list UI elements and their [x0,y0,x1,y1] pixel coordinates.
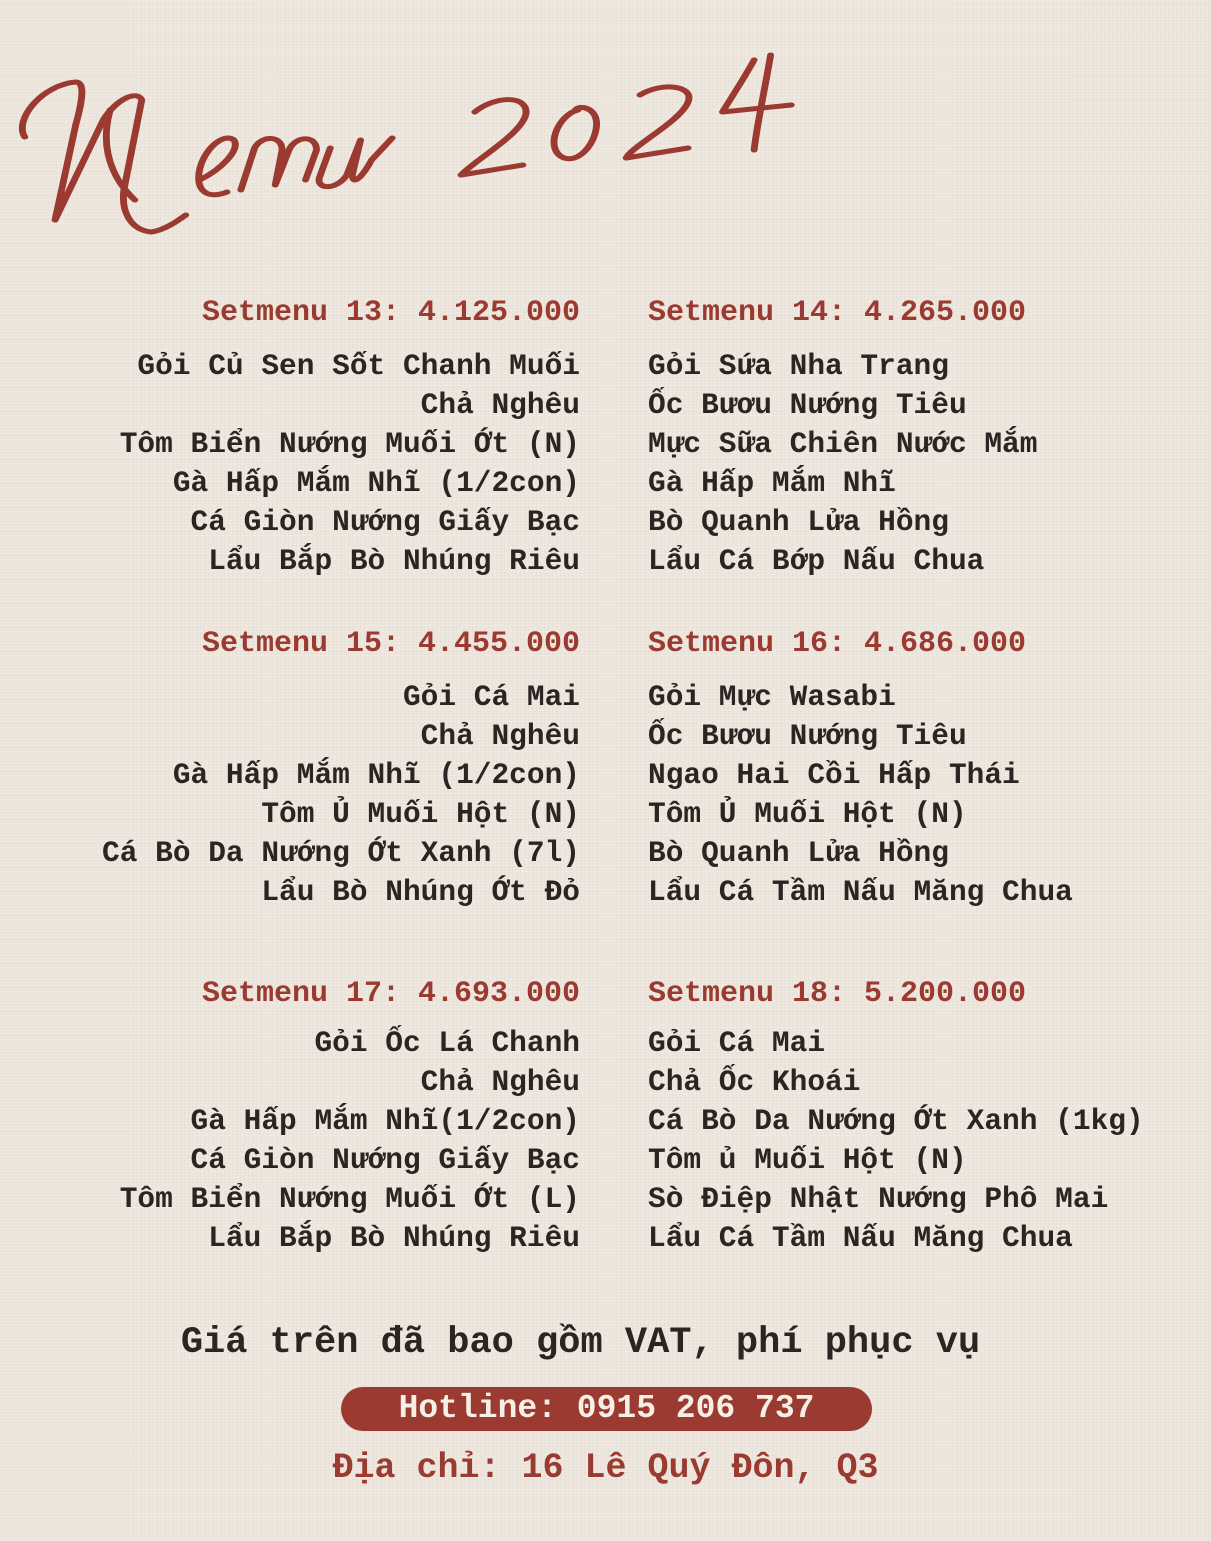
dish-item: Chả Nghêu [420,719,580,753]
address-text: Địa chỉ: 16 Lê Quý Đôn, Q3 [332,1448,879,1488]
dish-item: Ngao Hai Cồi Hấp Thái [648,758,1020,792]
dish-item: Cá Bò Da Nướng Ớt Xanh (7l) [102,836,580,870]
dish-item: Gà Hấp Mắm Nhĩ (1/2con) [172,758,580,792]
dish-item: Cá Giòn Nướng Giấy Bạc [190,1143,580,1177]
setmenu-header: Setmenu 18: 5.200.000 [648,977,1027,1011]
dish-item: Chả Ốc Khoái [648,1065,861,1099]
dish-item: Lẩu Cá Tầm Nấu Măng Chua [648,1221,1073,1255]
setmenu-header: Setmenu 15: 4.455.000 [201,627,580,661]
dish-item: Tôm Ủ Muối Hột (N) [648,797,967,831]
setmenu-15 [20,627,580,912]
dish-item: Gỏi Cá Mai [648,1026,826,1060]
dish-item: Ốc Bươu Nướng Tiêu [648,719,967,753]
dish-item: Lẩu Bò Nhúng Ớt Đỏ [261,875,580,909]
setmenu-14 [648,296,1208,581]
setmenu-header: Setmenu 14: 4.265.000 [648,296,1027,330]
dish-item: Tôm Biển Nướng Muối Ớt (L) [119,1182,580,1216]
dish-item: Tôm ủ Muối Hột (N) [648,1143,967,1177]
dish-item: Gỏi Ốc Lá Chanh [314,1026,580,1060]
dish-item: Lẩu Cá Bớp Nấu Chua [648,544,985,578]
dish-item: Gỏi Củ Sen Sốt Chanh Muối [137,349,580,383]
dish-item: Cá Giòn Nướng Giấy Bạc [190,505,580,539]
dish-item: Bò Quanh Lửa Hồng [648,836,949,870]
menu-title [0,40,1211,260]
dish-item: Chả Nghêu [420,388,580,422]
dish-item: Lẩu Cá Tầm Nấu Măng Chua [648,875,1073,909]
setmenu-17 [20,977,580,1258]
price-note: Giá trên đã bao gồm VAT, phí phục vụ [180,1322,981,1364]
dish-item: Tôm Ủ Muối Hột (N) [261,797,580,831]
dish-item: Gỏi Cá Mai [402,680,580,714]
dish-item: Chả Nghêu [420,1065,580,1099]
dish-item: Cá Bò Da Nướng Ớt Xanh (1kg) [648,1104,1144,1138]
dish-item: Ốc Bươu Nướng Tiêu [648,388,967,422]
dish-item: Gà Hấp Mắm Nhĩ (1/2con) [172,466,580,500]
setmenu-header: Setmenu 16: 4.686.000 [648,627,1027,661]
setmenu-18 [648,977,1208,1258]
dish-item: Lẩu Bắp Bò Nhúng Riêu [208,544,580,578]
setmenu-header: Setmenu 13: 4.125.000 [201,296,580,330]
dish-item: Tôm Biển Nướng Muối Ớt (N) [119,427,580,461]
dish-item: Gà Hấp Mắm Nhĩ(1/2con) [190,1104,580,1138]
dish-item: Gỏi Sứa Nha Trang [648,349,949,383]
dish-item: Mực Sữa Chiên Nước Mắm [648,427,1038,461]
dish-item: Gỏi Mực Wasabi [648,680,896,714]
dish-item: Bò Quanh Lửa Hồng [648,505,949,539]
dish-item: Gà Hấp Mắm Nhĩ [648,466,896,500]
setmenu-header: Setmenu 17: 4.693.000 [201,977,580,1011]
hotline-badge[interactable]: Hotline: 0915 206 737 [341,1387,872,1431]
setmenu-13 [20,296,580,581]
dish-item: Lẩu Bắp Bò Nhúng Riêu [208,1221,580,1255]
setmenu-16 [648,627,1208,912]
dish-item: Sò Điệp Nhật Nướng Phô Mai [648,1182,1109,1216]
